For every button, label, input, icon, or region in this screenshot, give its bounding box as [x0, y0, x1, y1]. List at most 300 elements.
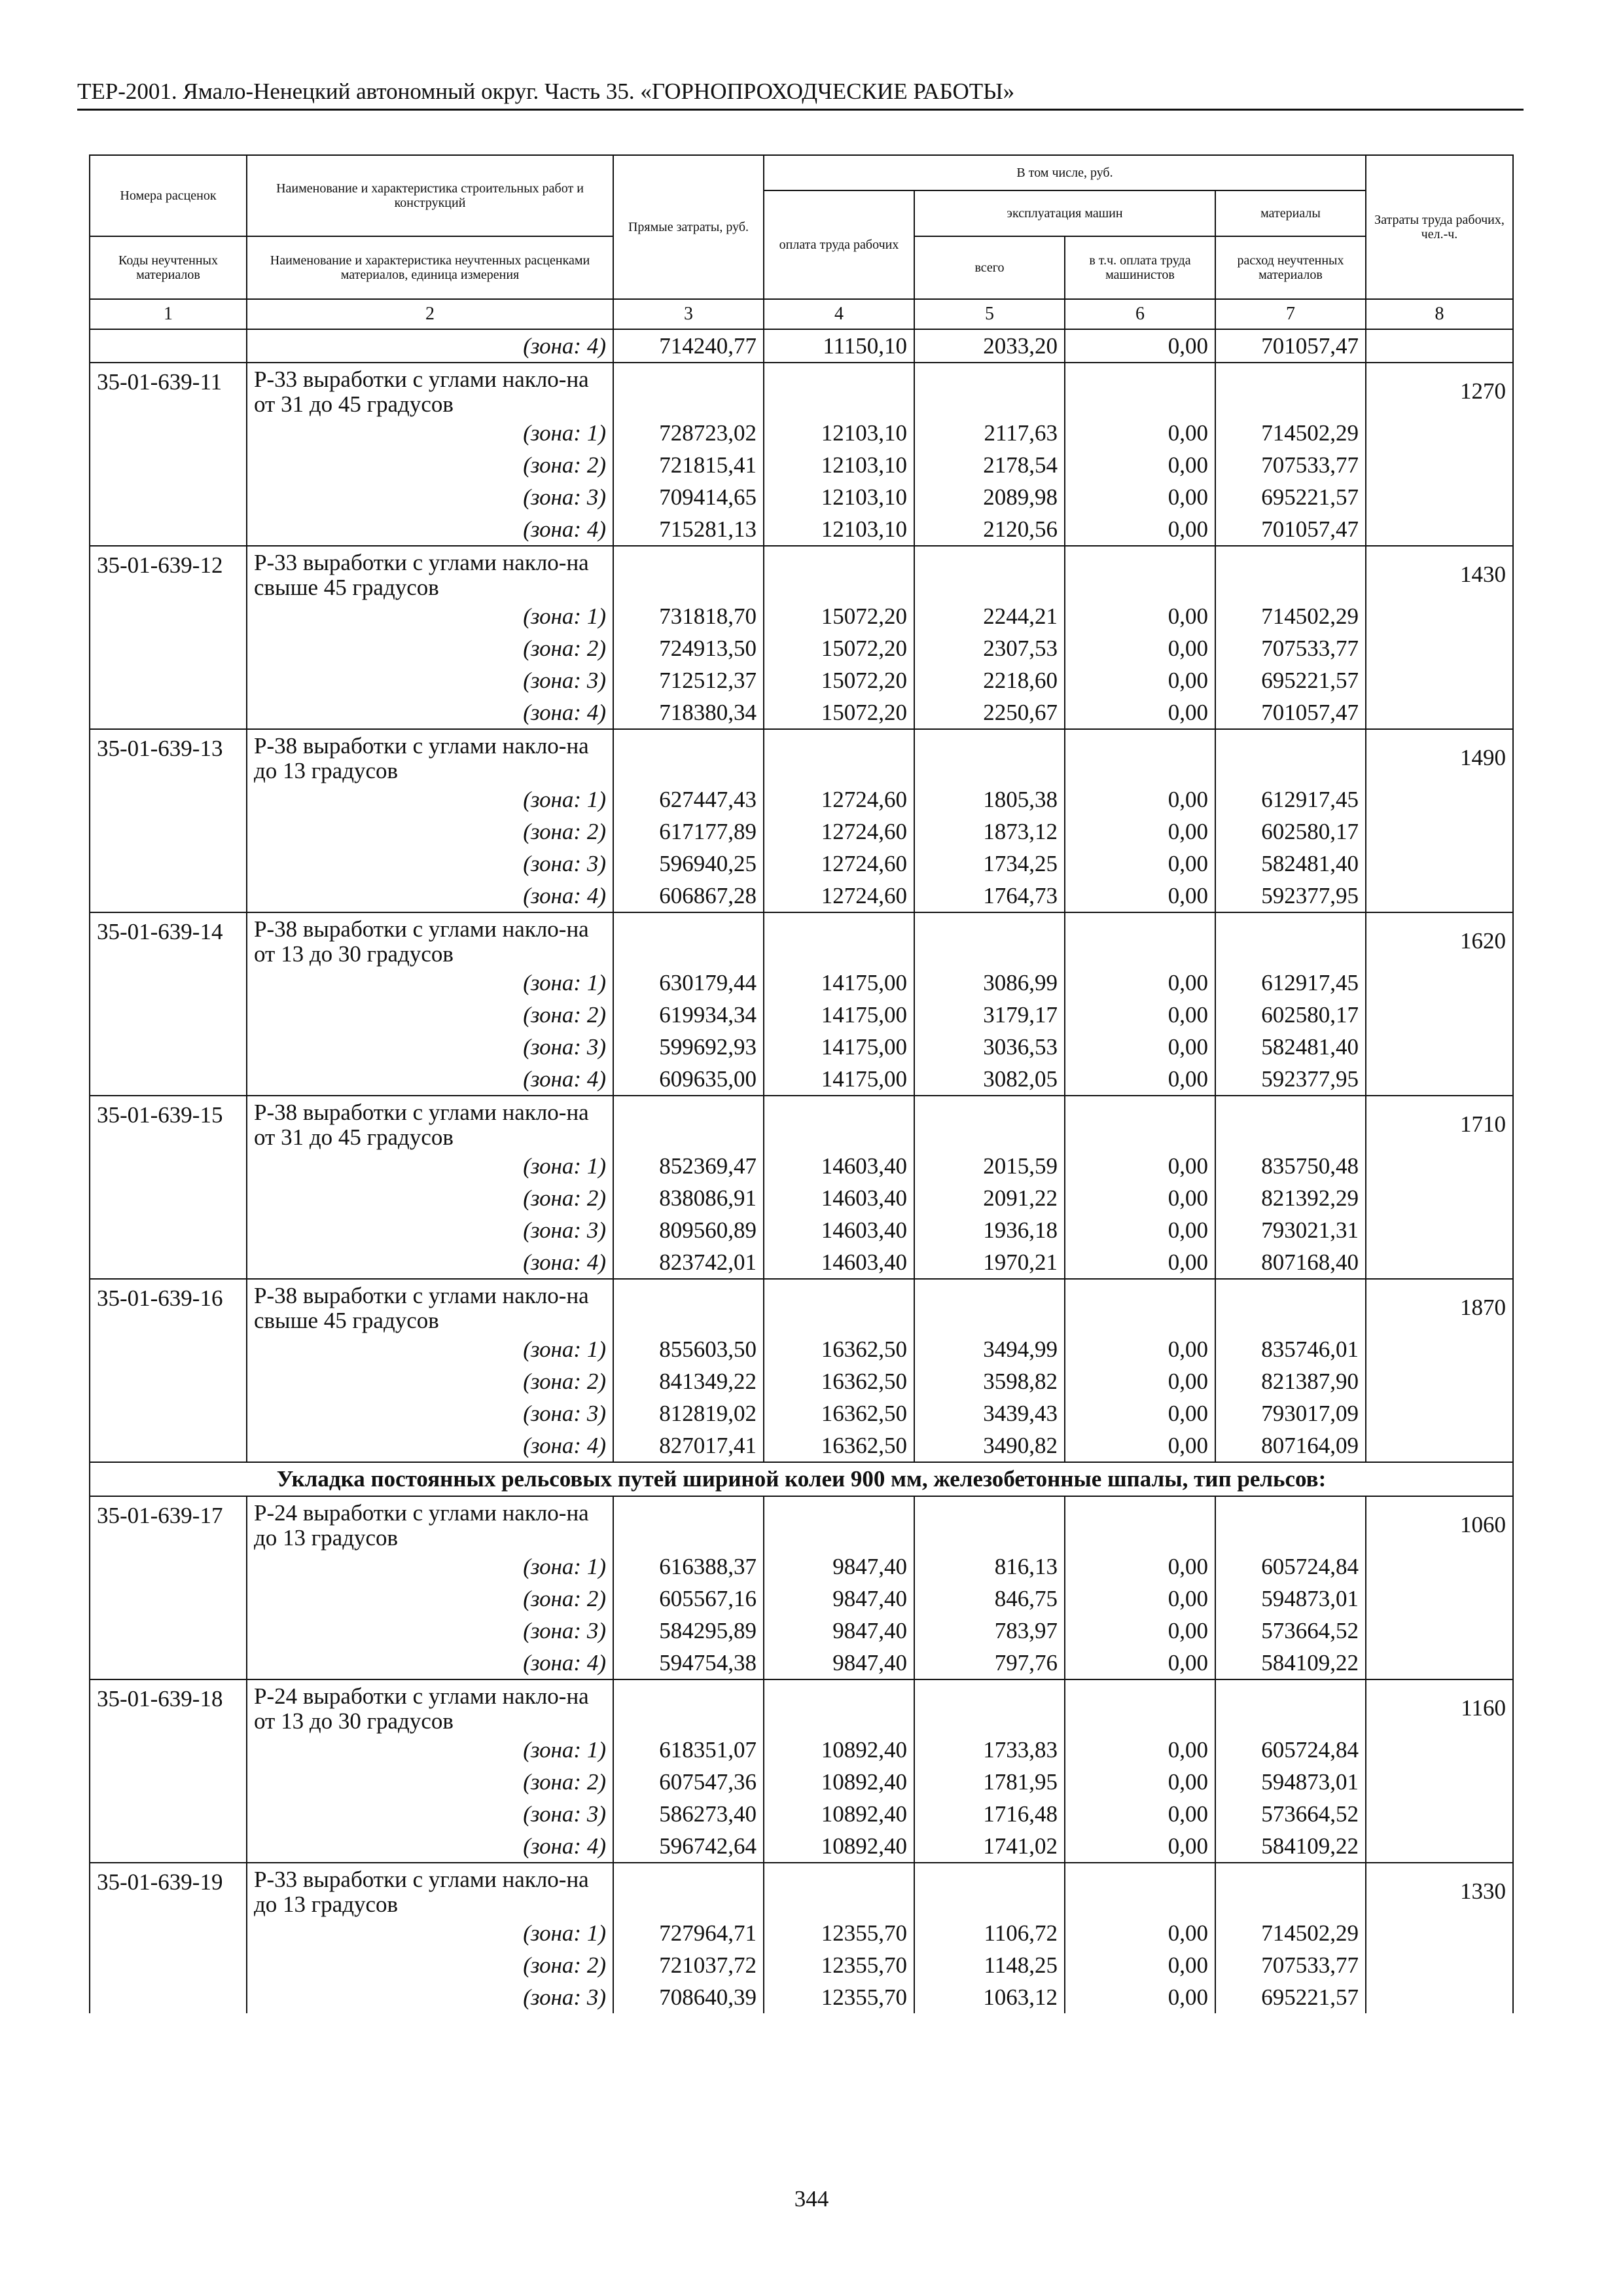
zone-row — [90, 664, 1513, 696]
labor-costs: 1490 — [1366, 729, 1513, 783]
materials-cost: 594873,01 — [1215, 1766, 1366, 1798]
zone-label: (зона: 2) — [247, 1365, 613, 1397]
operators-pay: 0,00 — [1065, 1214, 1215, 1246]
labor-pay: 9847,40 — [764, 1615, 914, 1647]
operators-pay: 0,00 — [1065, 1429, 1215, 1462]
operators-pay: 0,00 — [1065, 1182, 1215, 1214]
materials-cost: 701057,47 — [1215, 513, 1366, 546]
operators-pay: 0,00 — [1065, 449, 1215, 481]
materials-cost: 573664,52 — [1215, 1798, 1366, 1830]
labor-pay: 14603,40 — [764, 1150, 914, 1182]
column-numbers-row — [90, 299, 1513, 329]
direct-cost: 627447,43 — [613, 783, 764, 816]
zone-row — [90, 1647, 1513, 1679]
operators-pay: 0,00 — [1065, 696, 1215, 729]
labor-pay: 12355,70 — [764, 1949, 914, 1981]
labor-pay: 14175,00 — [764, 1031, 914, 1063]
direct-cost: 838086,91 — [613, 1182, 764, 1214]
labor-pay: 14175,00 — [764, 1063, 914, 1096]
machines-total: 1716,48 — [914, 1798, 1065, 1830]
zone-label: (зона: 4) — [247, 1246, 613, 1279]
operators-pay: 0,00 — [1065, 1830, 1215, 1863]
zone-label: (зона: 3) — [247, 1981, 613, 2013]
operators-pay: 0,00 — [1065, 664, 1215, 696]
zone-row — [90, 1830, 1513, 1863]
operators-pay: 0,00 — [1065, 816, 1215, 848]
operators-pay: 0,00 — [1065, 880, 1215, 912]
operators-pay: 0,00 — [1065, 1365, 1215, 1397]
materials-cost: 602580,17 — [1215, 816, 1366, 848]
direct-cost: 584295,89 — [613, 1615, 764, 1647]
machines-total: 1764,73 — [914, 880, 1065, 912]
direct-cost: 855603,50 — [613, 1333, 764, 1365]
zone-label: (зона: 3) — [247, 664, 613, 696]
materials-cost: 714502,29 — [1215, 1917, 1366, 1949]
rate-description: Р-38 выработки с углами накло-на от 31 до 45 градусов — [247, 1096, 613, 1150]
labor-pay: 11150,10 — [764, 329, 914, 363]
column-number: 7 — [1215, 299, 1366, 329]
rate-code: 35-01-639-16 — [90, 1279, 247, 1333]
zone-row — [90, 1429, 1513, 1462]
direct-cost: 852369,47 — [613, 1150, 764, 1182]
zone-label: (зона: 1) — [247, 1734, 613, 1766]
labor-pay: 15072,20 — [764, 600, 914, 632]
zone-label: (зона: 3) — [247, 848, 613, 880]
operators-pay: 0,00 — [1065, 1981, 1215, 2013]
materials-cost: 602580,17 — [1215, 999, 1366, 1031]
labor-pay: 16362,50 — [764, 1397, 914, 1429]
direct-cost: 724913,50 — [613, 632, 764, 664]
direct-cost: 594754,38 — [613, 1647, 764, 1679]
direct-cost: 606867,28 — [613, 880, 764, 912]
machines-total: 1936,18 — [914, 1214, 1065, 1246]
operators-pay: 0,00 — [1065, 1333, 1215, 1365]
materials-cost: 573664,52 — [1215, 1615, 1366, 1647]
operators-pay: 0,00 — [1065, 1734, 1215, 1766]
rate-title-row — [90, 546, 1513, 600]
materials-cost: 592377,95 — [1215, 880, 1366, 912]
operators-pay: 0,00 — [1065, 1615, 1215, 1647]
direct-cost: 709414,65 — [613, 481, 764, 513]
header-labor-costs: Затраты труда рабочих, чел.-ч. — [1366, 155, 1513, 299]
header-including: В том числе, руб. — [764, 155, 1366, 190]
materials-cost: 695221,57 — [1215, 481, 1366, 513]
zone-row — [90, 816, 1513, 848]
labor-pay: 10892,40 — [764, 1734, 914, 1766]
zone-row — [90, 600, 1513, 632]
zone-label: (зона: 4) — [247, 1063, 613, 1096]
operators-pay: 0,00 — [1065, 967, 1215, 999]
machines-total: 3494,99 — [914, 1333, 1065, 1365]
rate-code: 35-01-639-19 — [90, 1863, 247, 1917]
labor-costs: 1620 — [1366, 912, 1513, 967]
labor-pay: 12103,10 — [764, 449, 914, 481]
materials-cost: 835746,01 — [1215, 1333, 1366, 1365]
machines-total: 2250,67 — [914, 696, 1065, 729]
labor-pay: 9847,40 — [764, 1647, 914, 1679]
zone-row — [90, 1063, 1513, 1096]
rate-description: Р-24 выработки с углами накло-на до 13 градусов — [247, 1496, 613, 1551]
labor-pay: 14175,00 — [764, 999, 914, 1031]
machines-total: 2089,98 — [914, 481, 1065, 513]
operators-pay: 0,00 — [1065, 481, 1215, 513]
zone-row — [90, 513, 1513, 546]
rate-title-row — [90, 729, 1513, 783]
operators-pay: 0,00 — [1065, 1397, 1215, 1429]
zone-label: (зона: 4) — [247, 1830, 613, 1863]
labor-pay: 16362,50 — [764, 1365, 914, 1397]
zone-label: (зона: 1) — [247, 783, 613, 816]
zone-label: (зона: 2) — [247, 1949, 613, 1981]
materials-cost: 835750,48 — [1215, 1150, 1366, 1182]
rate-code: 35-01-639-11 — [90, 363, 247, 417]
rate-title-row — [90, 1279, 1513, 1333]
zone-row — [90, 848, 1513, 880]
zone-label: (зона: 1) — [247, 417, 613, 449]
materials-cost: 584109,22 — [1215, 1647, 1366, 1679]
direct-cost: 616388,37 — [613, 1551, 764, 1583]
materials-cost: 793017,09 — [1215, 1397, 1366, 1429]
zone-label: (зона: 3) — [247, 1397, 613, 1429]
machines-total: 846,75 — [914, 1583, 1065, 1615]
machines-total: 1805,38 — [914, 783, 1065, 816]
zone-row — [90, 481, 1513, 513]
rate-code: 35-01-639-15 — [90, 1096, 247, 1150]
machines-total: 3036,53 — [914, 1031, 1065, 1063]
zone-row — [90, 1917, 1513, 1949]
rate-description: Р-33 выработки с углами накло-на до 13 градусов — [247, 1863, 613, 1917]
rate-description: Р-38 выработки с углами накло-на свыше 45 градусов — [247, 1279, 613, 1333]
labor-pay: 15072,20 — [764, 632, 914, 664]
machines-total: 3439,43 — [914, 1397, 1065, 1429]
zone-row — [90, 1766, 1513, 1798]
header-labor-pay: оплата труда рабочих — [764, 190, 914, 299]
materials-cost: 594873,01 — [1215, 1583, 1366, 1615]
machines-total: 1148,25 — [914, 1949, 1065, 1981]
zone-row — [90, 967, 1513, 999]
direct-cost: 812819,02 — [613, 1397, 764, 1429]
labor-pay: 14603,40 — [764, 1246, 914, 1279]
zone-row — [90, 1246, 1513, 1279]
labor-pay: 12355,70 — [764, 1917, 914, 1949]
zone-row — [90, 1551, 1513, 1583]
direct-cost: 712512,37 — [613, 664, 764, 696]
zone-label: (зона: 2) — [247, 1182, 613, 1214]
labor-costs: 1710 — [1366, 1096, 1513, 1150]
carryover-row — [90, 329, 1513, 363]
direct-cost: 727964,71 — [613, 1917, 764, 1949]
materials-cost: 707533,77 — [1215, 1949, 1366, 1981]
zone-label: (зона: 1) — [247, 600, 613, 632]
labor-pay: 10892,40 — [764, 1798, 914, 1830]
machines-total: 1734,25 — [914, 848, 1065, 880]
section-row — [90, 1462, 1513, 1496]
zone-label: (зона: 3) — [247, 1214, 613, 1246]
machines-total: 2307,53 — [914, 632, 1065, 664]
zone-label: (зона: 2) — [247, 632, 613, 664]
zone-label: (зона: 3) — [247, 481, 613, 513]
materials-cost: 701057,47 — [1215, 329, 1366, 363]
machines-total: 2015,59 — [914, 1150, 1065, 1182]
rate-title-row — [90, 363, 1513, 417]
machines-total: 2033,20 — [914, 329, 1065, 363]
machines-total: 797,76 — [914, 1647, 1065, 1679]
labor-pay: 14175,00 — [764, 967, 914, 999]
zone-row — [90, 880, 1513, 912]
direct-cost: 731818,70 — [613, 600, 764, 632]
materials-cost: 793021,31 — [1215, 1214, 1366, 1246]
labor-pay: 16362,50 — [764, 1429, 914, 1462]
rate-code: 35-01-639-18 — [90, 1679, 247, 1734]
section-title: Укладка постоянных рельсовых путей шириной колеи 900 мм, железобетонные шпалы, тип рельсов: — [90, 1462, 1513, 1496]
column-number: 8 — [1366, 299, 1513, 329]
zone-row — [90, 1615, 1513, 1647]
machines-total: 2091,22 — [914, 1182, 1065, 1214]
running-title: ТЕР-2001. Ямало-Ненецкий автономный округ. Часть 35. «ГОРНОПРОХОДЧЕСКИЕ РАБОТЫ» — [77, 77, 1524, 111]
zone-label: (зона: 2) — [247, 1583, 613, 1615]
rate-code: 35-01-639-14 — [90, 912, 247, 967]
header-material-names: Наименование и характеристика неучтенных расценками материалов, единица измерения — [247, 236, 613, 299]
direct-cost: 619934,34 — [613, 999, 764, 1031]
rate-title-row — [90, 1863, 1513, 1917]
materials-cost: 592377,95 — [1215, 1063, 1366, 1096]
direct-cost: 596940,25 — [613, 848, 764, 880]
direct-cost: 714240,77 — [613, 329, 764, 363]
labor-costs: 1430 — [1366, 546, 1513, 600]
direct-cost: 721037,72 — [613, 1949, 764, 1981]
materials-cost: 714502,29 — [1215, 600, 1366, 632]
direct-cost: 609635,00 — [613, 1063, 764, 1096]
operators-pay: 0,00 — [1065, 1917, 1215, 1949]
labor-pay: 12724,60 — [764, 848, 914, 880]
labor-pay: 15072,20 — [764, 664, 914, 696]
direct-cost: 618351,07 — [613, 1734, 764, 1766]
labor-pay: 14603,40 — [764, 1214, 914, 1246]
labor-pay: 10892,40 — [764, 1830, 914, 1863]
direct-cost: 718380,34 — [613, 696, 764, 729]
zone-label: (зона: 1) — [247, 1333, 613, 1365]
machines-total: 1733,83 — [914, 1734, 1065, 1766]
machines-total: 2117,63 — [914, 417, 1065, 449]
zone-label: (зона: 3) — [247, 1031, 613, 1063]
labor-pay: 16362,50 — [764, 1333, 914, 1365]
rate-title-row — [90, 1096, 1513, 1150]
labor-costs: 1870 — [1366, 1279, 1513, 1333]
column-number: 5 — [914, 299, 1065, 329]
direct-cost: 708640,39 — [613, 1981, 764, 2013]
materials-cost: 821392,29 — [1215, 1182, 1366, 1214]
labor-pay: 12355,70 — [764, 1981, 914, 2013]
header-material-codes: Коды неучтенных материалов — [90, 236, 247, 299]
materials-cost: 701057,47 — [1215, 696, 1366, 729]
operators-pay: 0,00 — [1065, 1031, 1215, 1063]
rate-title-row — [90, 1679, 1513, 1734]
labor-pay: 12103,10 — [764, 417, 914, 449]
operators-pay: 0,00 — [1065, 1798, 1215, 1830]
direct-cost: 607547,36 — [613, 1766, 764, 1798]
machines-total: 3490,82 — [914, 1429, 1065, 1462]
materials-cost: 612917,45 — [1215, 783, 1366, 816]
rate-code: 35-01-639-12 — [90, 546, 247, 600]
machines-total: 3179,17 — [914, 999, 1065, 1031]
direct-cost: 596742,64 — [613, 1830, 764, 1863]
column-number: 3 — [613, 299, 764, 329]
column-number: 2 — [247, 299, 613, 329]
rate-code: 35-01-639-17 — [90, 1496, 247, 1551]
labor-pay: 14603,40 — [764, 1182, 914, 1214]
zone-row — [90, 1333, 1513, 1365]
direct-cost: 841349,22 — [613, 1365, 764, 1397]
operators-pay: 0,00 — [1065, 1150, 1215, 1182]
header-machines: эксплуатация машин — [914, 190, 1215, 236]
zone-row — [90, 1365, 1513, 1397]
labor-costs: 1330 — [1366, 1863, 1513, 1917]
direct-cost: 823742,01 — [613, 1246, 764, 1279]
zone-row — [90, 1214, 1513, 1246]
materials-cost: 612917,45 — [1215, 967, 1366, 999]
machines-total: 1106,72 — [914, 1917, 1065, 1949]
machines-total: 1970,21 — [914, 1246, 1065, 1279]
labor-pay: 12724,60 — [764, 816, 914, 848]
zone-label: (зона: 2) — [247, 816, 613, 848]
machines-total: 1063,12 — [914, 1981, 1065, 2013]
zone-label: (зона: 1) — [247, 1917, 613, 1949]
materials-cost: 582481,40 — [1215, 1031, 1366, 1063]
materials-cost: 714502,29 — [1215, 417, 1366, 449]
zone-label: (зона: 3) — [247, 1615, 613, 1647]
zone-row — [90, 1798, 1513, 1830]
zone-label: (зона: 3) — [247, 1798, 613, 1830]
direct-cost: 827017,41 — [613, 1429, 764, 1462]
zone-row — [90, 1397, 1513, 1429]
zone-label: (зона: 4) — [247, 1647, 613, 1679]
materials-cost: 605724,84 — [1215, 1551, 1366, 1583]
column-number: 6 — [1065, 299, 1215, 329]
zone-row — [90, 449, 1513, 481]
rate-description: Р-33 выработки с углами накло-на от 31 до 45 градусов — [247, 363, 613, 417]
header-work-name: Наименование и характеристика строительных работ и конструкций — [247, 155, 613, 236]
materials-cost: 707533,77 — [1215, 632, 1366, 664]
header-unaccounted-materials: расход неучтенных материалов — [1215, 236, 1366, 299]
zone-label: (зона: 4) — [247, 1429, 613, 1462]
direct-cost: 617177,89 — [613, 816, 764, 848]
labor-pay: 12724,60 — [764, 783, 914, 816]
zone-row — [90, 696, 1513, 729]
zone-row — [90, 1734, 1513, 1766]
materials-cost: 807168,40 — [1215, 1246, 1366, 1279]
labor-pay: 12724,60 — [764, 880, 914, 912]
rate-description: Р-24 выработки с углами накло-на от 13 до 30 градусов — [247, 1679, 613, 1734]
operators-pay: 0,00 — [1065, 600, 1215, 632]
machines-total: 3598,82 — [914, 1365, 1065, 1397]
zone-row — [90, 783, 1513, 816]
zone-label: (зона: 4) — [247, 513, 613, 546]
zone-label: (зона: 4) — [247, 696, 613, 729]
direct-cost: 599692,93 — [613, 1031, 764, 1063]
machines-total: 3086,99 — [914, 967, 1065, 999]
operators-pay: 0,00 — [1065, 513, 1215, 546]
rate-description: Р-33 выработки с углами накло-на свыше 45 градусов — [247, 546, 613, 600]
zone-row — [90, 632, 1513, 664]
operators-pay: 0,00 — [1065, 999, 1215, 1031]
labor-pay: 9847,40 — [764, 1551, 914, 1583]
zone-label: (зона: 1) — [247, 967, 613, 999]
machines-total: 1741,02 — [914, 1830, 1065, 1863]
operators-pay: 0,00 — [1065, 1063, 1215, 1096]
zone-row — [90, 1150, 1513, 1182]
labor-pay: 12103,10 — [764, 513, 914, 546]
header-direct-costs: Прямые затраты, руб. — [613, 155, 764, 299]
column-number: 4 — [764, 299, 914, 329]
header-operators-pay: в т.ч. оплата труда машинистов — [1065, 236, 1215, 299]
direct-cost: 605567,16 — [613, 1583, 764, 1615]
zone-row — [90, 1981, 1513, 2013]
operators-pay: 0,00 — [1065, 1246, 1215, 1279]
operators-pay: 0,00 — [1065, 632, 1215, 664]
zone-row — [90, 1583, 1513, 1615]
machines-total: 783,97 — [914, 1615, 1065, 1647]
machines-total: 3082,05 — [914, 1063, 1065, 1096]
machines-total: 1781,95 — [914, 1766, 1065, 1798]
materials-cost: 707533,77 — [1215, 449, 1366, 481]
operators-pay: 0,00 — [1065, 848, 1215, 880]
labor-pay: 9847,40 — [764, 1583, 914, 1615]
zone-row — [90, 1182, 1513, 1214]
materials-cost: 605724,84 — [1215, 1734, 1366, 1766]
direct-cost: 721815,41 — [613, 449, 764, 481]
page-number: 344 — [794, 2186, 829, 2212]
machines-total: 2218,60 — [914, 664, 1065, 696]
zone-row — [90, 417, 1513, 449]
header-materials: материалы — [1215, 190, 1366, 236]
operators-pay: 0,00 — [1065, 1551, 1215, 1583]
zone-label: (зона: 4) — [247, 880, 613, 912]
materials-cost: 584109,22 — [1215, 1830, 1366, 1863]
zone-label: (зона: 1) — [247, 1551, 613, 1583]
materials-cost: 821387,90 — [1215, 1365, 1366, 1397]
operators-pay: 0,00 — [1065, 1583, 1215, 1615]
operators-pay: 0,00 — [1065, 1766, 1215, 1798]
zone-label: (зона: 4) — [247, 329, 613, 363]
zone-row — [90, 1949, 1513, 1981]
direct-cost: 630179,44 — [613, 967, 764, 999]
direct-cost: 809560,89 — [613, 1214, 764, 1246]
materials-cost: 807164,09 — [1215, 1429, 1366, 1462]
machines-total: 2178,54 — [914, 449, 1065, 481]
zone-label: (зона: 2) — [247, 999, 613, 1031]
zone-label: (зона: 2) — [247, 1766, 613, 1798]
rate-code: 35-01-639-13 — [90, 729, 247, 783]
machines-total: 1873,12 — [914, 816, 1065, 848]
column-number: 1 — [90, 299, 247, 329]
operators-pay: 0,00 — [1065, 329, 1215, 363]
materials-cost: 582481,40 — [1215, 848, 1366, 880]
price-table — [89, 154, 1514, 2013]
labor-costs: 1060 — [1366, 1496, 1513, 1551]
operators-pay: 0,00 — [1065, 1647, 1215, 1679]
materials-cost: 695221,57 — [1215, 664, 1366, 696]
labor-pay: 15072,20 — [764, 696, 914, 729]
zone-label: (зона: 1) — [247, 1150, 613, 1182]
operators-pay: 0,00 — [1065, 783, 1215, 816]
header-machines-total: всего — [914, 236, 1065, 299]
operators-pay: 0,00 — [1065, 417, 1215, 449]
rate-description: Р-38 выработки с углами накло-на от 13 до 30 градусов — [247, 912, 613, 967]
header-rate-numbers: Номера расценок — [90, 155, 247, 236]
materials-cost: 695221,57 — [1215, 1981, 1366, 2013]
rate-title-row — [90, 1496, 1513, 1551]
labor-pay: 12103,10 — [764, 481, 914, 513]
